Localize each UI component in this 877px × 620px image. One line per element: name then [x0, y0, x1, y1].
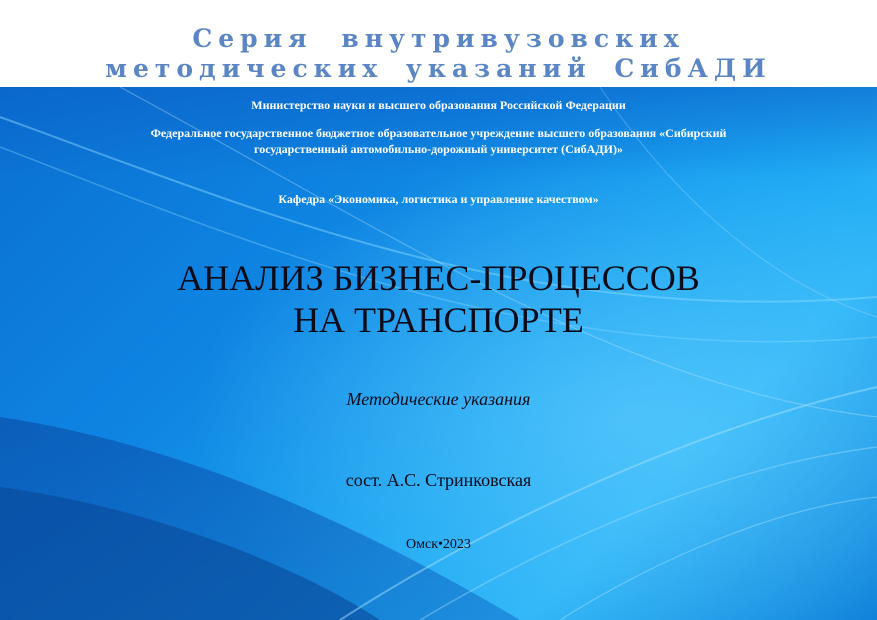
- cover-background: [0, 87, 877, 620]
- series-title-line-2: методических указаний СибАДИ: [105, 54, 772, 83]
- ministry-name: Министерство науки и высшего образования Российской Федерации: [251, 98, 626, 112]
- document-title: [0, 257, 877, 341]
- author-credit: сост. А.С. Стринковская: [345, 470, 532, 490]
- cover-text: [0, 87, 877, 620]
- university-name: Федеральное государственное бюджетное образовательное учреждение высшего образования «Сибирский государственный автомобильно-дорожный университет (СибАДИ)»: [150, 126, 727, 156]
- series-header: [0, 0, 877, 87]
- series-title-line-1: Серия внутривузовских: [192, 24, 685, 53]
- department-name: Кафедра «Экономика, логистика и управление качеством»: [278, 192, 599, 206]
- title-line-1: АНАЛИЗ БИЗНЕС-ПРОЦЕССОВ: [177, 258, 700, 298]
- document-subtitle: Методические указания: [346, 389, 531, 409]
- title-line-2: НА ТРАНСПОРТЕ: [293, 300, 584, 340]
- city-year: Омск•2023: [406, 537, 471, 552]
